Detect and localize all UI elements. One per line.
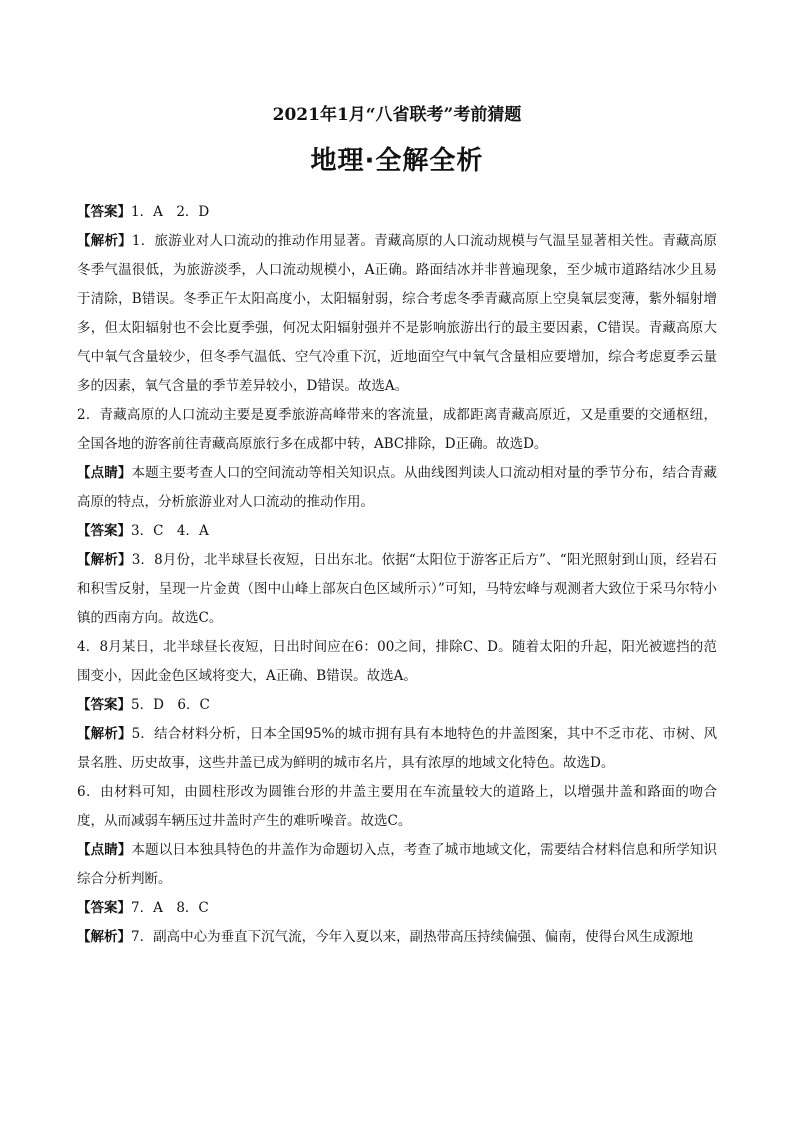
paragraph-tag: 【点睛】 [77,465,132,481]
paragraph-tag: 【解析】 [77,929,131,945]
analysis-paragraph [77,778,717,836]
paragraph-tag: 【答案】 [77,697,131,713]
paragraph-text: 6．由材料可知，由圆柱形改为圆锥台形的井盖主要用在车流量较大的道路上，以增强井盖和路面的吻合度，从而减弱车辆压过井盖时产生的难听噪音。故选C。 [77,784,717,829]
paragraph-text: 本题主要考查人口的空间流动等相关知识点。从曲线图判读人口流动相对量的季节分布，结合青藏高原的特点，分析旅游业对人口流动的推动作用。 [77,465,718,510]
answer-content [77,198,717,952]
exam-title: 2021年1月“八省联考”考前猜题 [272,105,522,125]
paragraph-tag: 【解析】 [77,233,132,249]
paragraph-text: 本题以日本独具特色的井盖作为命题切入点，考查了城市地域文化，需要结合材料信息和所学知识综合分析判断。 [77,842,718,887]
document-subtitle: 地理·全解全析 [310,146,484,176]
answer-paragraph [77,691,717,720]
analysis-paragraph [77,720,717,778]
answer-paragraph [77,894,717,923]
paragraph-text: 7．A 8．C [131,900,209,916]
tip-paragraph [77,459,717,517]
analysis-paragraph [77,923,717,952]
paragraph-tag: 【答案】 [77,204,131,220]
answer-paragraph [77,198,717,227]
paragraph-text: 5．结合材料分析，日本全国95%的城市拥有具有本地特色的井盖图案，其中不乏市花、市树、风景名胜、历史故事，这些井盖已成为鲜明的城市名片，具有浓厚的地域文化特色。故选D。 [77,726,718,771]
analysis-paragraph [77,227,717,401]
answer-paragraph [77,517,717,546]
paragraph-text: 4．8月某日，北半球昼长夜短，日出时间应在6：00之间，排除C、D。随着太阳的升起，阳光被遮挡的范围变小，因此金色区域将变大，A正确、B错误。故选A。 [77,639,717,684]
paragraph-text: 3．8月份，北半球昼长夜短，日出东北。依据“太阳位于游客正后方”、“阳光照射到山顶，经岩石和积雪反射，呈现一片金黄（图中山峰上部灰白色区域所示）”可知，马特宏峰与观测者大致位于采马尔特小镇的西南方向。故选C。 [77,552,718,626]
paragraph-tag: 【答案】 [77,523,131,539]
paragraph-text: 5．D 6．C [131,697,210,713]
analysis-paragraph [77,633,717,691]
analysis-paragraph [77,401,717,459]
paragraph-text: 1．旅游业对人口流动的推动作用显著。青藏高原的人口流动规模与气温呈显著相关性。青藏高原冬季气温很低，为旅游淡季，人口流动规模小，A正确。路面结冰并非普遍现象，至少城市道路结冰少且易于清除，B错误。冬季正午太阳高度小，太阳辐射弱，综合考虑冬季青藏高原上空臭氧层变薄，紫外辐射增多，但太阳辐射也不会比夏季强，何况太阳辐射强并不是影响旅游出行的最主要因素，C错误。青藏高原大气中氧气含量较少，但冬季气温低、空气冷重下沉，近地面空气中氧气含量相应要增加，综合考虑夏季云量多的因素，氧气含量的季节差异较小，D错误。故选A。 [77,233,717,394]
analysis-paragraph [77,546,717,633]
paragraph-text: 2．青藏高原的人口流动主要是夏季旅游高峰带来的客流量，成都距离青藏高原近，又是重要的交通枢纽，全国各地的游客前往青藏高原旅行多在成都中转，ABC排除，D正确。故选D。 [77,407,717,452]
paragraph-text: 1．A 2．D [131,204,210,220]
paragraph-tag: 【解析】 [77,552,132,568]
paragraph-tag: 【点睛】 [77,842,132,858]
tip-paragraph [77,836,717,894]
paragraph-tag: 【解析】 [77,726,132,742]
paragraph-text: 7．副高中心为垂直下沉气流，今年入夏以来，副热带高压持续偏强、偏南，使得台风生成源地 [131,929,694,945]
paragraph-text: 3．C 4．A [131,523,209,539]
paragraph-tag: 【答案】 [77,900,131,916]
